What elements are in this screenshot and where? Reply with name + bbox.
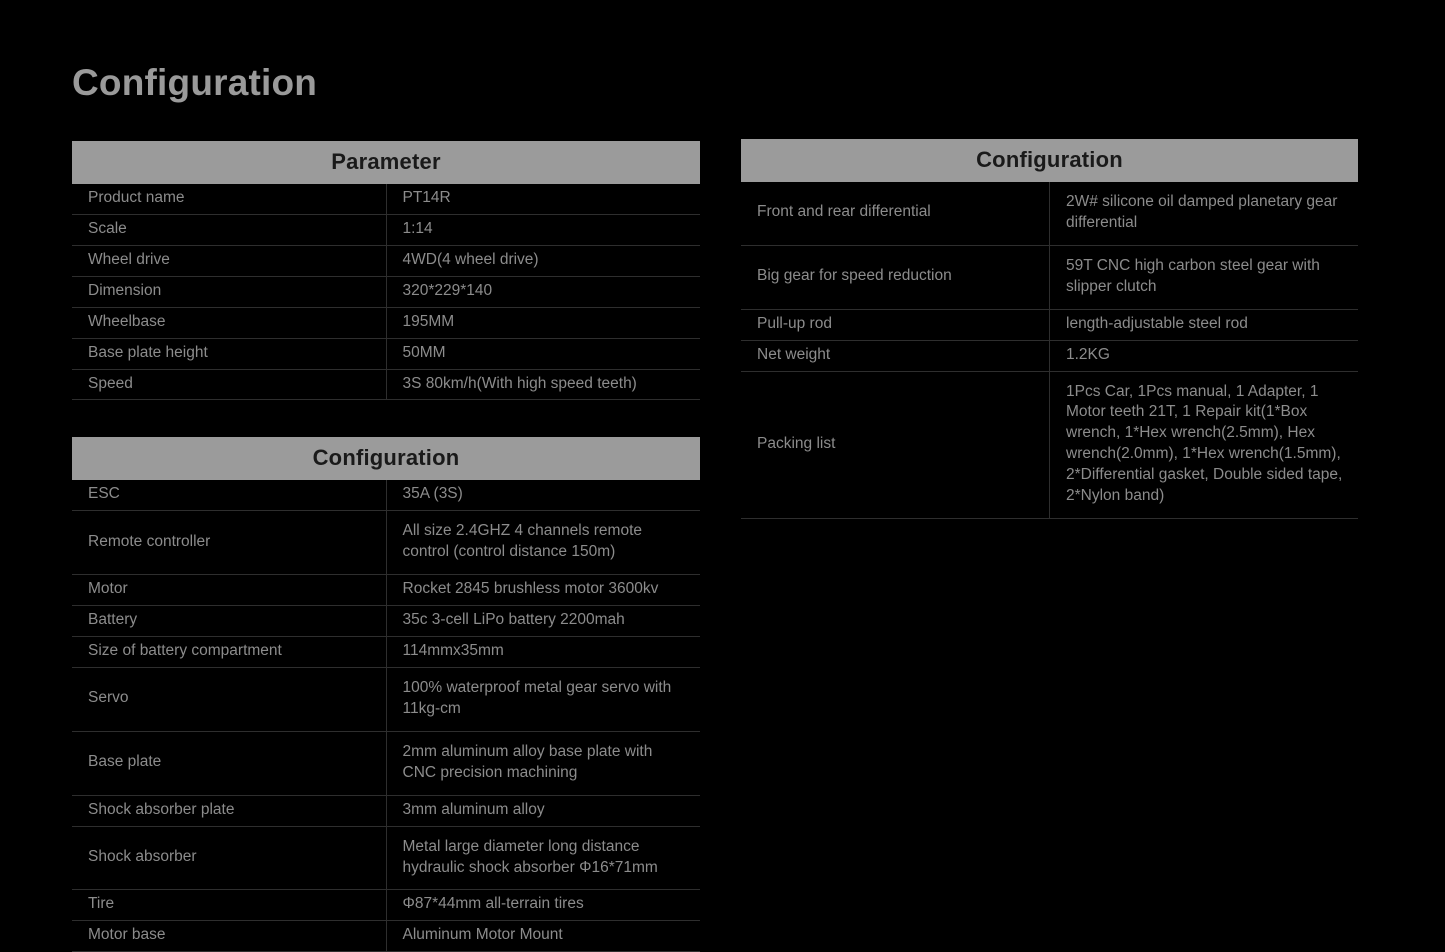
left-column xyxy=(72,141,700,952)
row-value: 35c 3-cell LiPo battery 2200mah xyxy=(386,606,700,637)
row-key: ESC xyxy=(72,480,386,510)
row-value: 50MM xyxy=(386,338,700,369)
row-key: Shock absorber xyxy=(72,826,386,890)
table-gap xyxy=(72,400,700,437)
row-key: Motor xyxy=(72,575,386,606)
row-key: Scale xyxy=(72,214,386,245)
table-row xyxy=(72,575,700,606)
row-value: 3S 80km/h(With high speed teeth) xyxy=(386,369,700,400)
row-key: Big gear for speed reduction xyxy=(741,245,1050,309)
row-value: 2mm aluminum alloy base plate with CNC precision machining xyxy=(386,731,700,795)
row-value: 114mmx35mm xyxy=(386,637,700,668)
table-row xyxy=(741,340,1358,371)
row-value: Aluminum Motor Mount xyxy=(386,921,700,952)
row-value: 320*229*140 xyxy=(386,276,700,307)
table-row xyxy=(72,369,700,400)
row-value: 1:14 xyxy=(386,214,700,245)
table-row xyxy=(741,182,1358,245)
row-value: 2W# silicone oil damped planetary gear differential xyxy=(1050,182,1359,245)
row-key: Pull-up rod xyxy=(741,309,1050,340)
table-header-row xyxy=(72,141,700,184)
table-row xyxy=(741,371,1358,519)
table-row xyxy=(72,667,700,731)
table-row xyxy=(72,276,700,307)
table-row xyxy=(72,731,700,795)
row-value: PT14R xyxy=(386,184,700,214)
row-value: 3mm aluminum alloy xyxy=(386,795,700,826)
configuration-left-title: Configuration xyxy=(72,437,700,480)
table-header-row xyxy=(72,437,700,480)
row-key: Dimension xyxy=(72,276,386,307)
row-value: 1.2KG xyxy=(1050,340,1359,371)
table-row xyxy=(741,245,1358,309)
row-value: Rocket 2845 brushless motor 3600kv xyxy=(386,575,700,606)
row-key: Servo xyxy=(72,667,386,731)
row-key: Size of battery compartment xyxy=(72,637,386,668)
table-row xyxy=(72,511,700,575)
row-value: Φ87*44mm all-terrain tires xyxy=(386,890,700,921)
row-key: Base plate xyxy=(72,731,386,795)
table-row xyxy=(72,921,700,952)
row-value: All size 2.4GHZ 4 channels remote control (control distance 150m) xyxy=(386,511,700,575)
table-row xyxy=(741,309,1358,340)
row-key: Base plate height xyxy=(72,338,386,369)
row-value: 100% waterproof metal gear servo with 11kg-cm xyxy=(386,667,700,731)
table-row xyxy=(72,245,700,276)
table-row xyxy=(72,307,700,338)
table-row xyxy=(72,795,700,826)
row-key: Battery xyxy=(72,606,386,637)
row-value: 35A (3S) xyxy=(386,480,700,510)
table-row xyxy=(72,637,700,668)
table-header-row xyxy=(741,139,1358,182)
row-key: Shock absorber plate xyxy=(72,795,386,826)
table-row xyxy=(72,606,700,637)
row-value: 4WD(4 wheel drive) xyxy=(386,245,700,276)
table-row xyxy=(72,338,700,369)
row-key: Net weight xyxy=(741,340,1050,371)
table-row xyxy=(72,826,700,890)
row-key: Wheel drive xyxy=(72,245,386,276)
configuration-right-title: Configuration xyxy=(741,139,1358,182)
row-key: Packing list xyxy=(741,371,1050,519)
table-row xyxy=(72,890,700,921)
row-value: Metal large diameter long distance hydraulic shock absorber Φ16*71mm xyxy=(386,826,700,890)
row-key: Product name xyxy=(72,184,386,214)
table-row xyxy=(72,214,700,245)
table-row xyxy=(72,184,700,214)
configuration-table-right xyxy=(741,139,1358,519)
row-value: length-adjustable steel rod xyxy=(1050,309,1359,340)
row-key: Front and rear differential xyxy=(741,182,1050,245)
parameter-table xyxy=(72,141,700,400)
configuration-table-left xyxy=(72,437,700,952)
table-row xyxy=(72,480,700,510)
page-title: Configuration xyxy=(72,62,318,103)
right-column xyxy=(741,139,1358,519)
row-key: Motor base xyxy=(72,921,386,952)
row-key: Remote controller xyxy=(72,511,386,575)
row-key: Tire xyxy=(72,890,386,921)
row-key: Speed xyxy=(72,369,386,400)
row-value: 195MM xyxy=(386,307,700,338)
parameter-table-title: Parameter xyxy=(72,141,700,184)
row-value: 59T CNC high carbon steel gear with slipper clutch xyxy=(1050,245,1359,309)
row-value: 1Pcs Car, 1Pcs manual, 1 Adapter, 1 Motor teeth 21T, 1 Repair kit(1*Box wrench, 1*Hex wrench(2.5mm), Hex wrench(2.0mm), 1*Hex wrench(1.5mm), 2*Differential gasket, Double sided tape, 2*Nylon band) xyxy=(1050,371,1359,519)
row-key: Wheelbase xyxy=(72,307,386,338)
